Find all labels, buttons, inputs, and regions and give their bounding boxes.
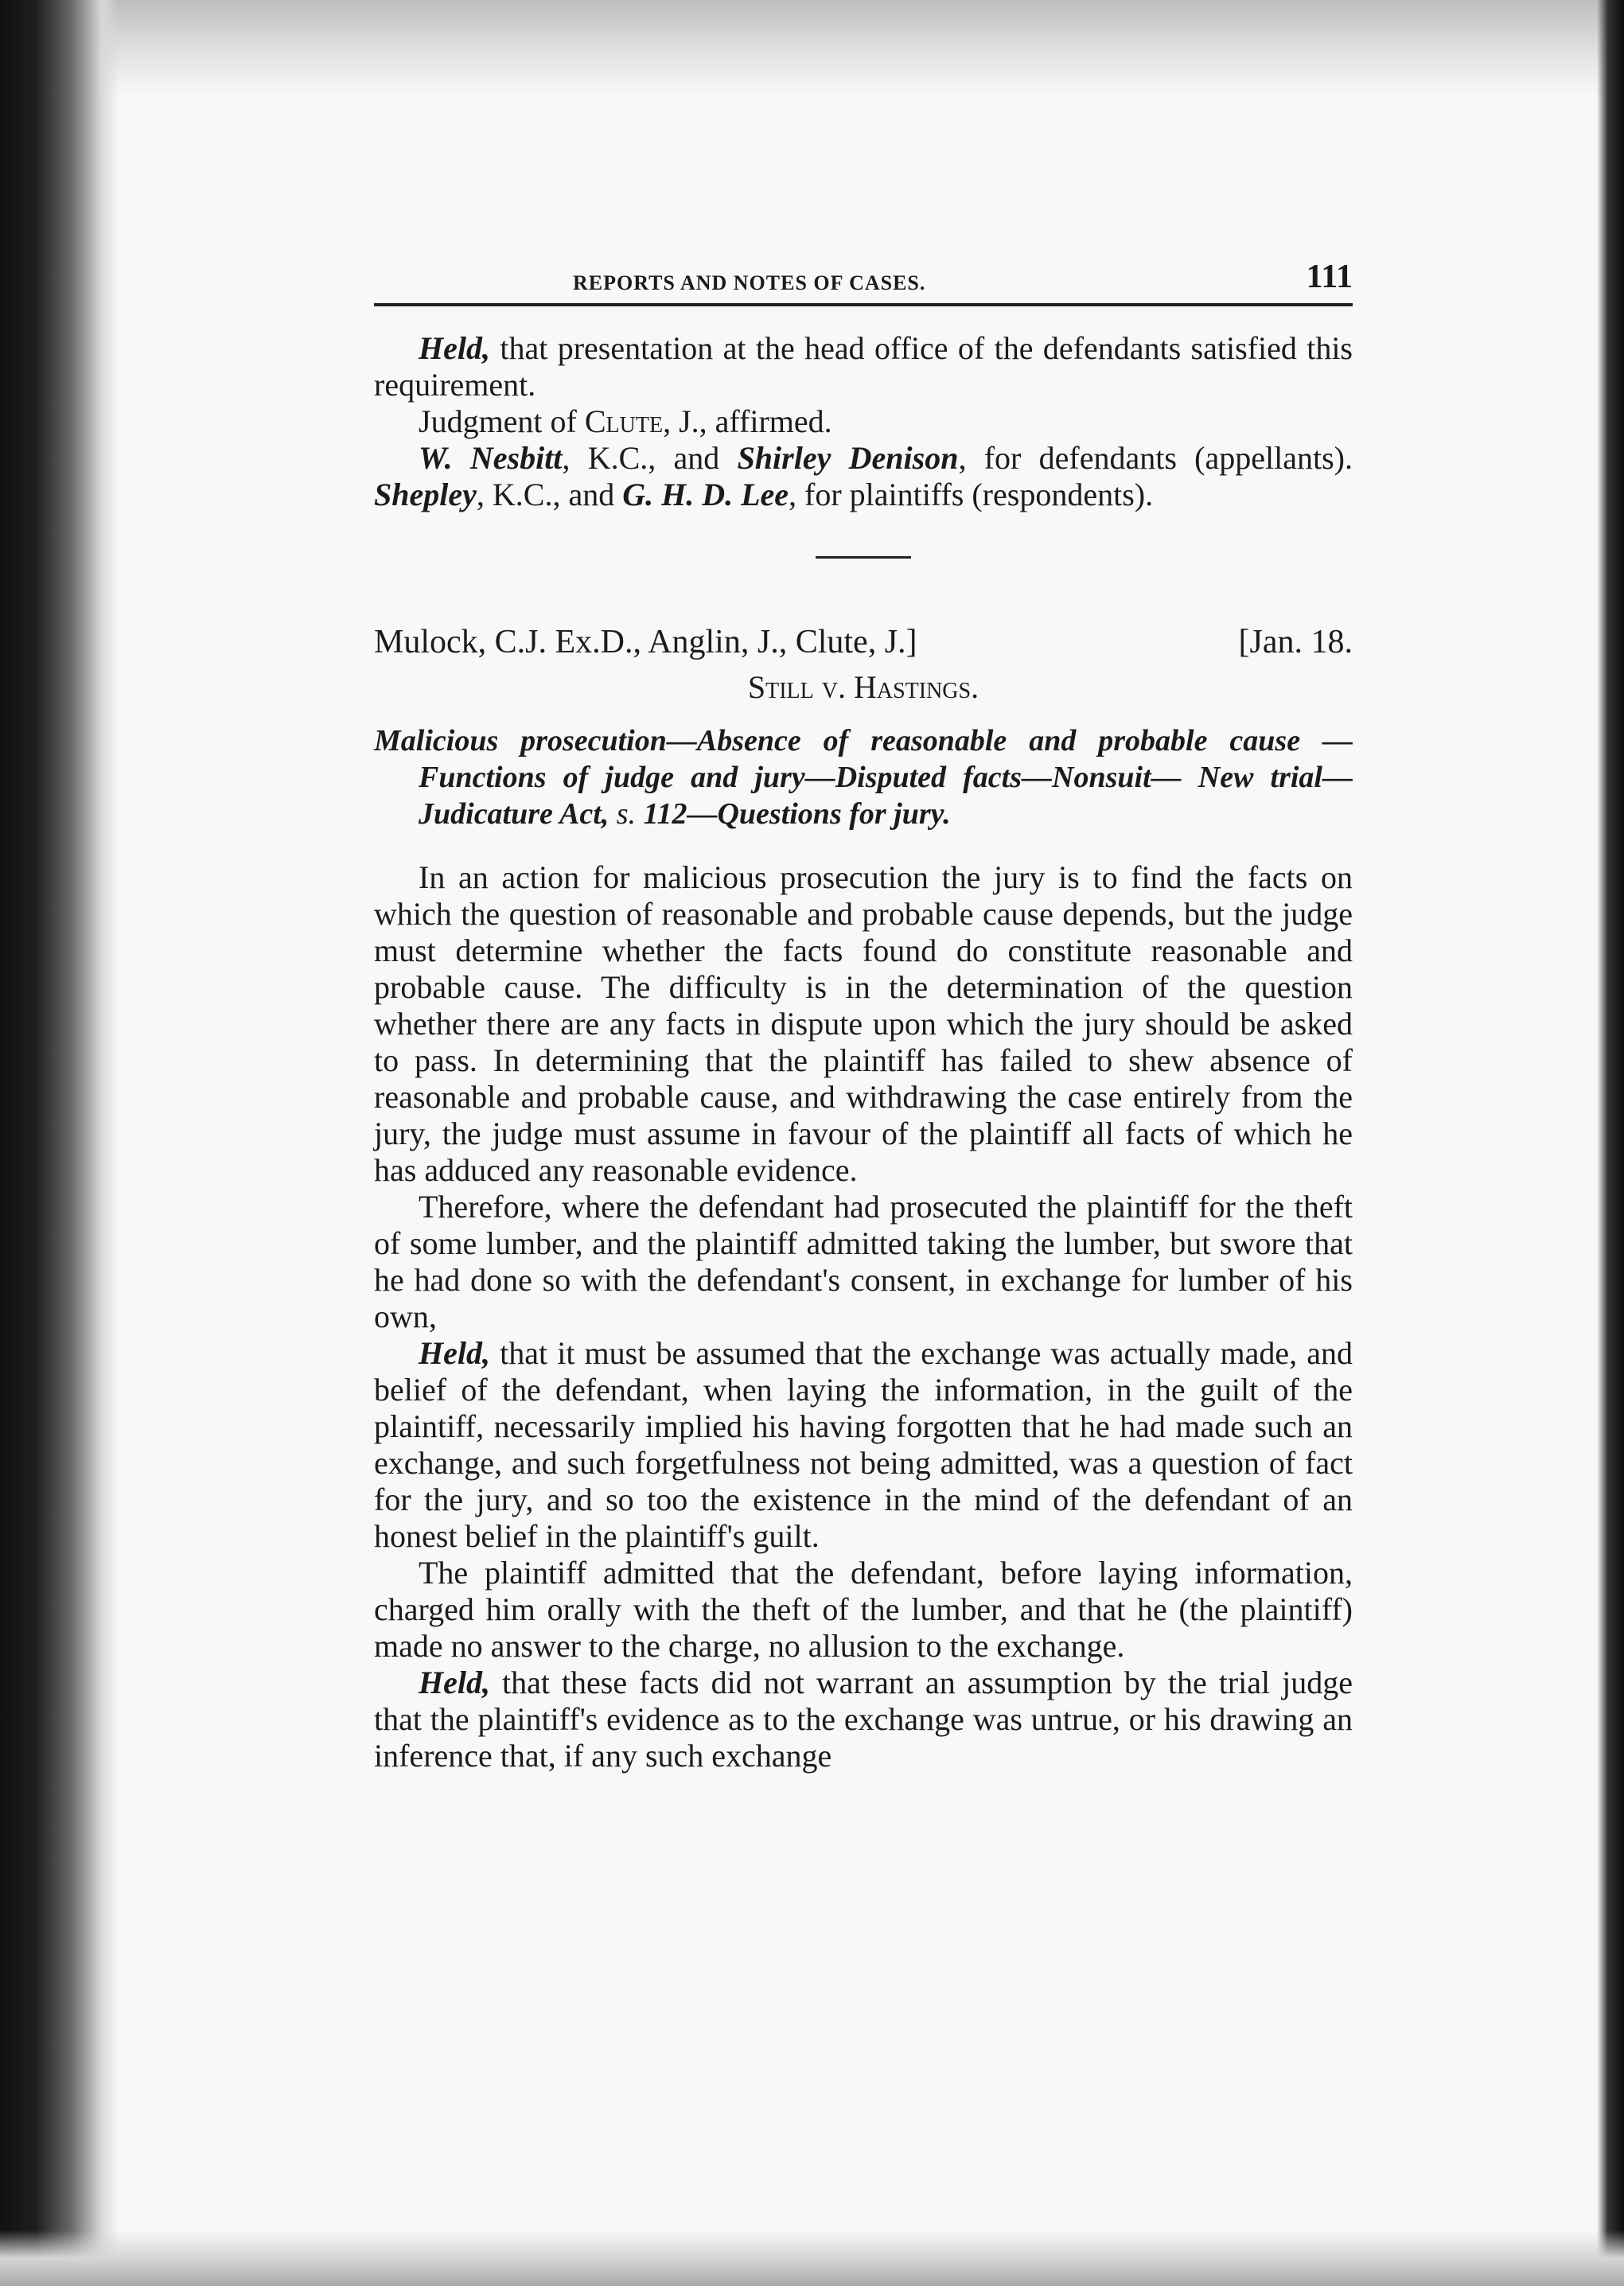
- counsel-text-3: , K.C., and: [476, 477, 623, 512]
- counsel-text-1: , K.C., and: [562, 440, 738, 476]
- scan-edge-right: [1597, 0, 1624, 2286]
- body-paragraph-5: [374, 1665, 1353, 1774]
- held-word-3: Held,: [419, 1665, 490, 1700]
- body-paragraph-2: Therefore, where the defendant had prosecuted the plaintiff for the theft of some lumber, and the plaintiff admitted taking the lumber, but swore that he had done so with the defendant's consent, in exchange for lumber of his own,: [374, 1189, 1353, 1334]
- body-paragraph-5-text: that these facts did not warrant an assumption by the trial judge that the plaintiff's evidence as to the exchange was untrue, or his drawing an inference that, if any such exchange: [374, 1665, 1353, 1774]
- judgment-line: [374, 403, 1353, 440]
- headnote-section: s.: [616, 797, 637, 831]
- body-paragraph-4: The plaintiff admitted that the defendant, before laying information, charged him orally with the theft of the lumber, and that he (the plaintiff) made no answer to the charge, no allusion to the exchange.: [374, 1555, 1353, 1664]
- counsel-text-4: , for plaintiffs (respondents).: [789, 477, 1154, 512]
- running-title: REPORTS AND NOTES OF CASES.: [573, 271, 926, 294]
- counsel-name-4: G. H. D. Lee: [622, 477, 789, 512]
- judges-line: [374, 622, 1353, 662]
- held-text: that presentation at the head office of the defendants satisfied this requirement.: [374, 330, 1353, 403]
- page-number: 111: [1306, 259, 1353, 295]
- judgment-post: , J., affirmed.: [663, 403, 832, 439]
- counsel-paragraph: [374, 440, 1353, 513]
- opening-block: [374, 330, 1353, 513]
- held-word: Held,: [419, 330, 490, 366]
- body-paragraph-1: In an action for malicious prosecution the jury is to find the facts on which the question of reasonable and probable cause depends, but the judge must determine whether the facts found do constitute reasonable and probable cause. The difficulty is in the determination of the question whether there are any facts in dispute upon which the jury should be asked to pass. In determining that the plaintiff has failed to shew absence of reasonable and probable cause, and withdrawing the case entirely from the jury, the judge must assume in favour of the plaintiff all facts of which he has adduced any reasonable evidence.: [374, 859, 1353, 1188]
- body-paragraph-3: [374, 1335, 1353, 1555]
- counsel-text-2: , for defendants (appellants).: [958, 440, 1353, 476]
- headnote-text-b: 112—Questions for jury.: [636, 797, 951, 831]
- decision-date: [Jan. 18.: [1238, 624, 1353, 660]
- counsel-name-3: Shepley: [374, 477, 477, 512]
- counsel-name-2: Shirley Denison: [737, 440, 959, 476]
- running-head: [374, 259, 1353, 306]
- page-content: [374, 259, 1353, 1774]
- counsel-name-1: W. Nesbitt: [419, 440, 563, 476]
- scan-edge-bottom: [0, 2230, 1624, 2286]
- held-paragraph: [374, 330, 1353, 403]
- judges: Mulock, C.J. Ex.D., Anglin, J., Clute, J.]: [374, 624, 917, 660]
- headnote-text-a: Malicious prosecution—Absence of reasonable and probable cause —Functions of judge and jury—Disputed facts—Nonsuit— New trial—Judicature Act,: [374, 724, 1353, 831]
- case-body: [374, 859, 1353, 1774]
- headnote: [374, 722, 1353, 832]
- held-word-2: Held,: [419, 1335, 490, 1371]
- case-title: Still v. Hastings.: [747, 669, 979, 705]
- section-divider: [816, 556, 911, 559]
- judgment-judge: Clute: [584, 403, 664, 439]
- body-paragraph-3-text: that it must be assumed that the exchange was actually made, and belief of the defendant, when laying the information, in the guilt of the plaintiff, necessarily implied his having forgotten that he had made such an exchange, and such forgetfulness not being admitted, was a question of fact for the jury, and so too the existence in the mind of the defendant of an honest belief in the plaintiff's guilt.: [374, 1335, 1353, 1554]
- scan-edge-left: [0, 0, 119, 2286]
- scan-edge-top: [0, 0, 1624, 95]
- judgment-pre: Judgment of: [419, 403, 585, 439]
